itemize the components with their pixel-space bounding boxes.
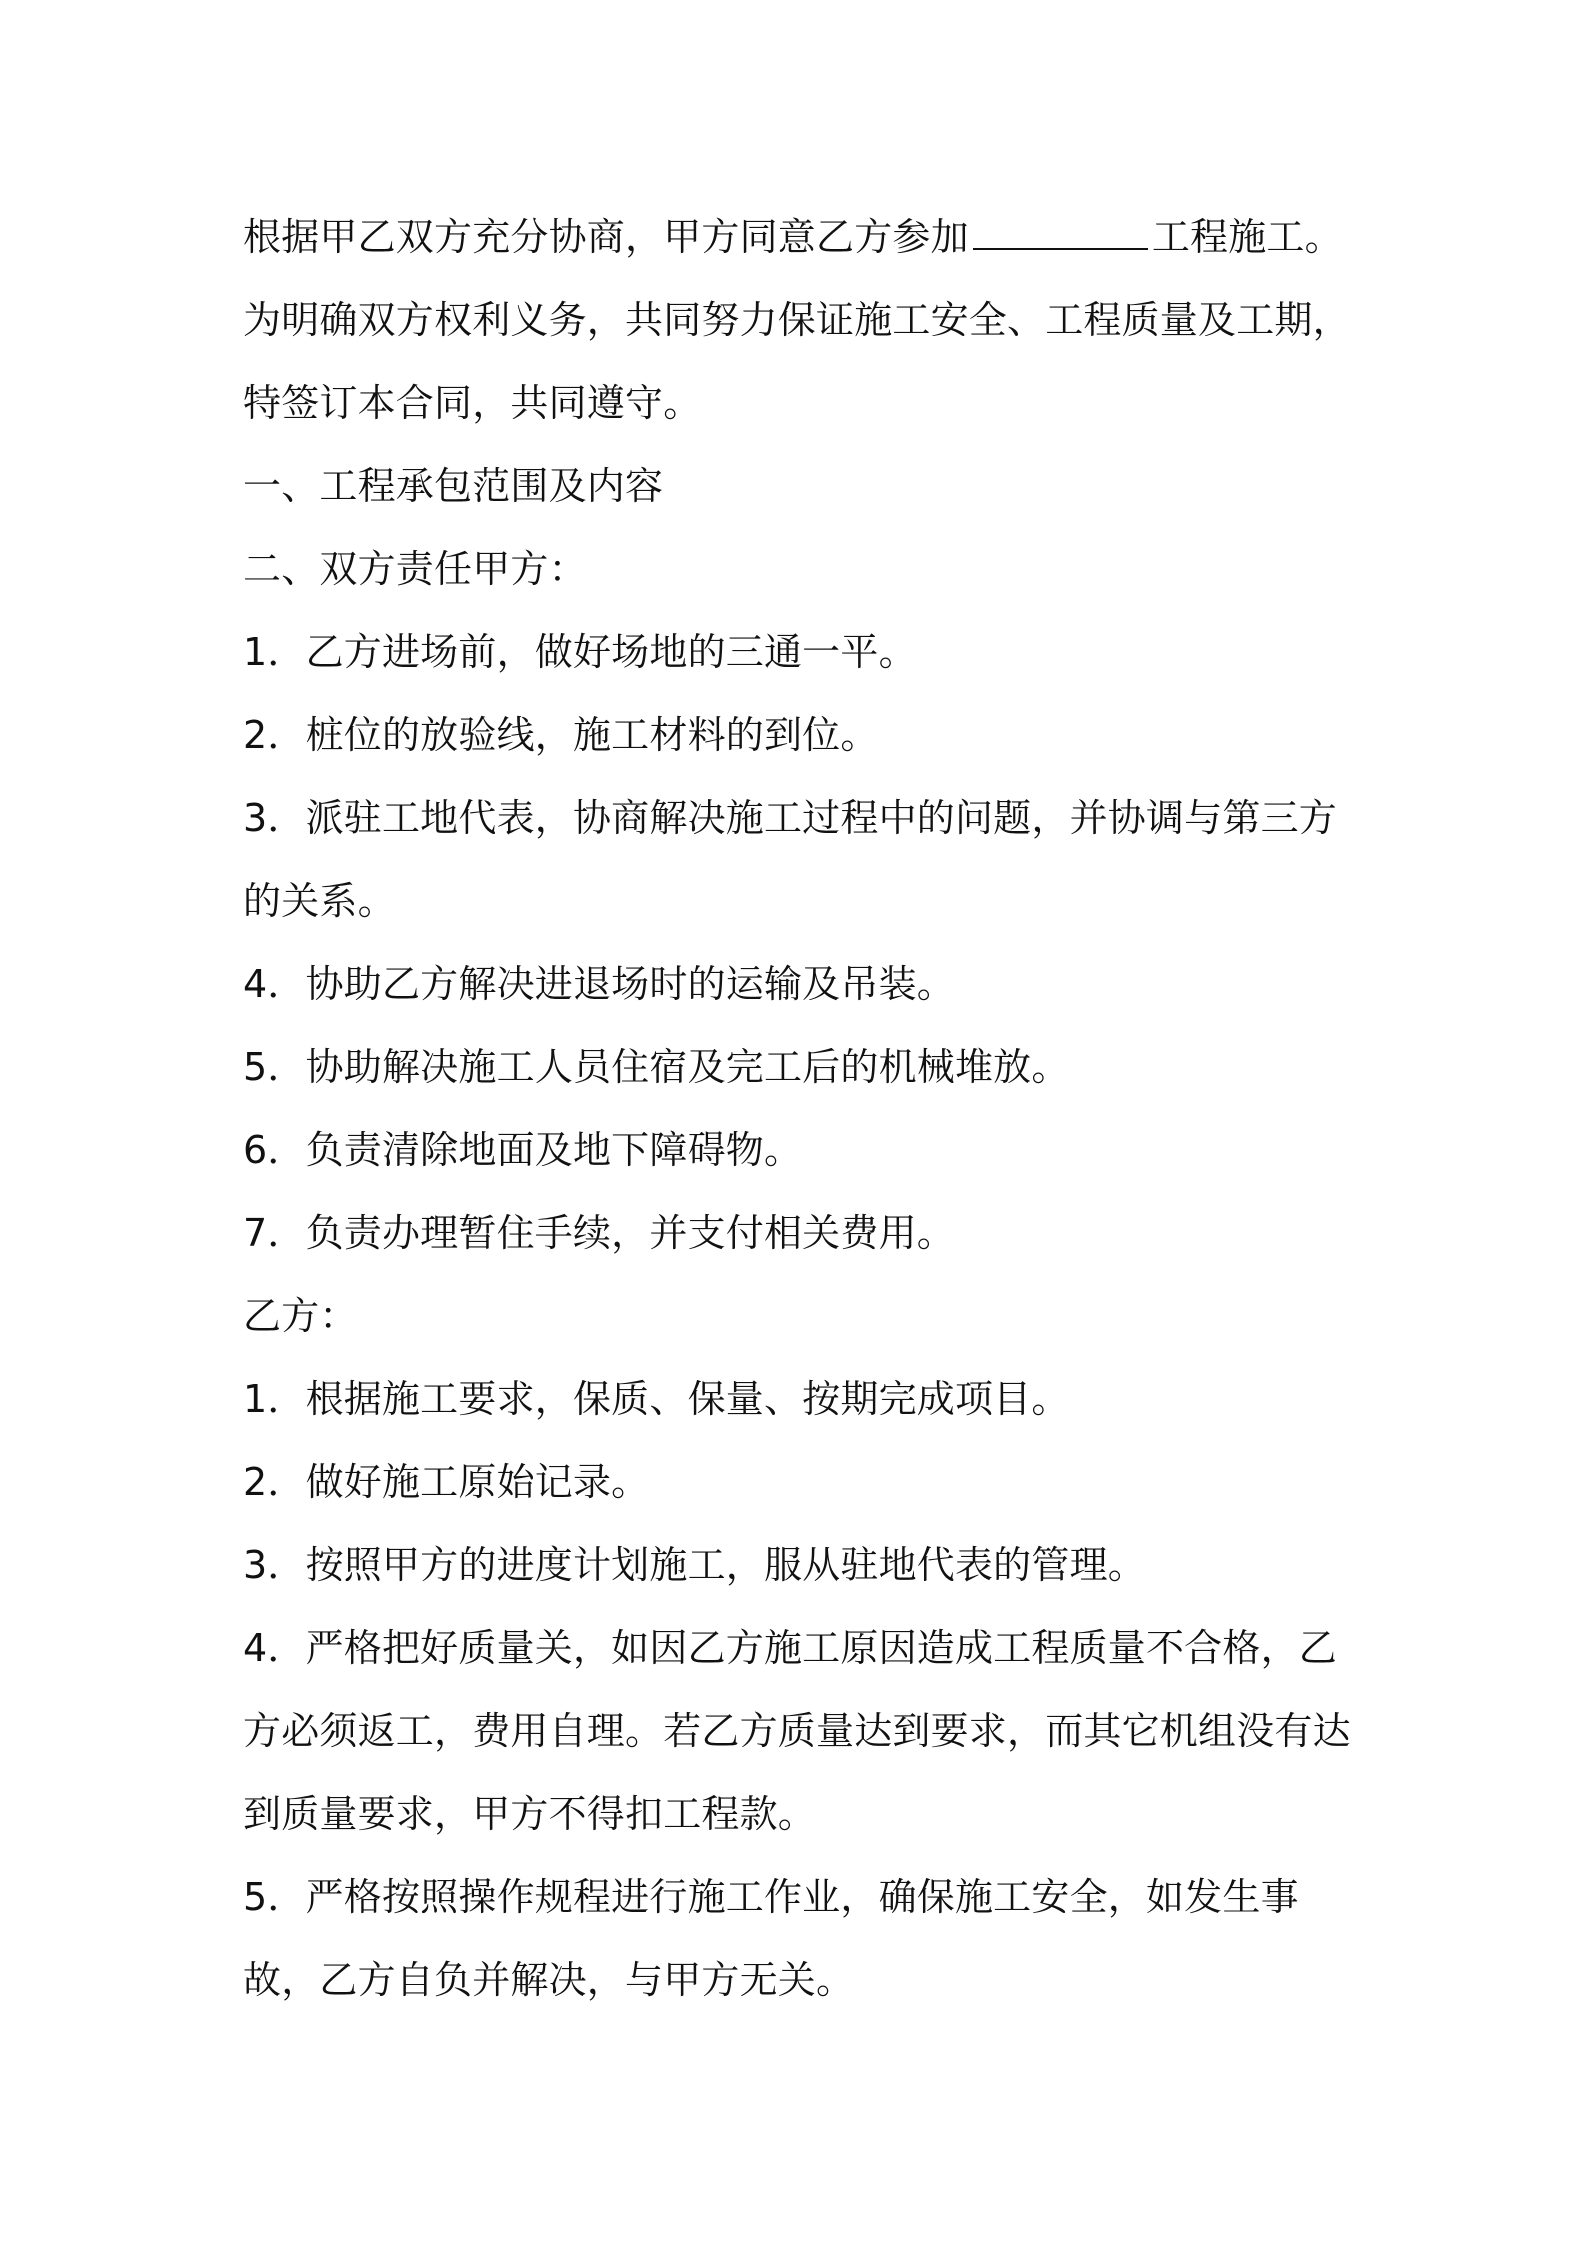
party-b-item-5: 5．严格按照操作规程进行施工作业，确保施工安全，如发生事故，乙方自负并解决，与甲方无关。 bbox=[243, 1875, 1299, 2002]
party-a-item-7: 7．负责办理暂住手续，并支付相关费用。 bbox=[243, 1211, 955, 1255]
party-b-heading: 乙方： bbox=[243, 1294, 358, 1338]
section-one-heading: 一、工程承包范围及内容 bbox=[243, 464, 664, 508]
intro-text-start: 根据甲乙双方充分协商，甲方同意乙方参加 bbox=[243, 215, 969, 259]
party-a-item-6: 6．负责清除地面及地下障碍物。 bbox=[243, 1128, 803, 1172]
party-a-item-2: 2．桩位的放验线，施工材料的到位。 bbox=[243, 713, 879, 757]
party-b-item-2: 2．做好施工原始记录。 bbox=[243, 1460, 650, 1504]
project-name-blank bbox=[973, 218, 1148, 250]
party-a-item-3: 3．派驻工地代表，协商解决施工过程中的问题，并协调与第三方的关系。 bbox=[243, 796, 1337, 923]
party-a-item-5: 5．协助解决施工人员住宿及完工后的机械堆放。 bbox=[243, 1045, 1070, 1089]
party-b-item-4: 4．严格把好质量关，如因乙方施工原因造成工程质量不合格，乙方必须返工，费用自理。若乙方质量达到要求，而其它机组没有达到质量要求，甲方不得扣工程款。 bbox=[243, 1626, 1351, 1836]
party-b-item-3: 3．按照甲方的进度计划施工，服从驻地代表的管理。 bbox=[243, 1543, 1146, 1587]
party-a-item-4: 4．协助乙方解决进退场时的运输及吊装。 bbox=[243, 962, 955, 1006]
party-a-item-1: 1．乙方进场前，做好场地的三通一平。 bbox=[243, 630, 917, 674]
party-b-item-1: 1．根据施工要求，保质、保量、按期完成项目。 bbox=[243, 1377, 1070, 1421]
section-two-heading: 二、双方责任甲方： bbox=[243, 547, 587, 591]
contract-body bbox=[243, 196, 1363, 2022]
intro-text-end: 工程施工。为明确双方权利义务，共同努力保证施工安全、工程质量及工期，特签订本合同，共同遵守。 bbox=[243, 215, 1351, 425]
intro-paragraph bbox=[243, 196, 1363, 445]
